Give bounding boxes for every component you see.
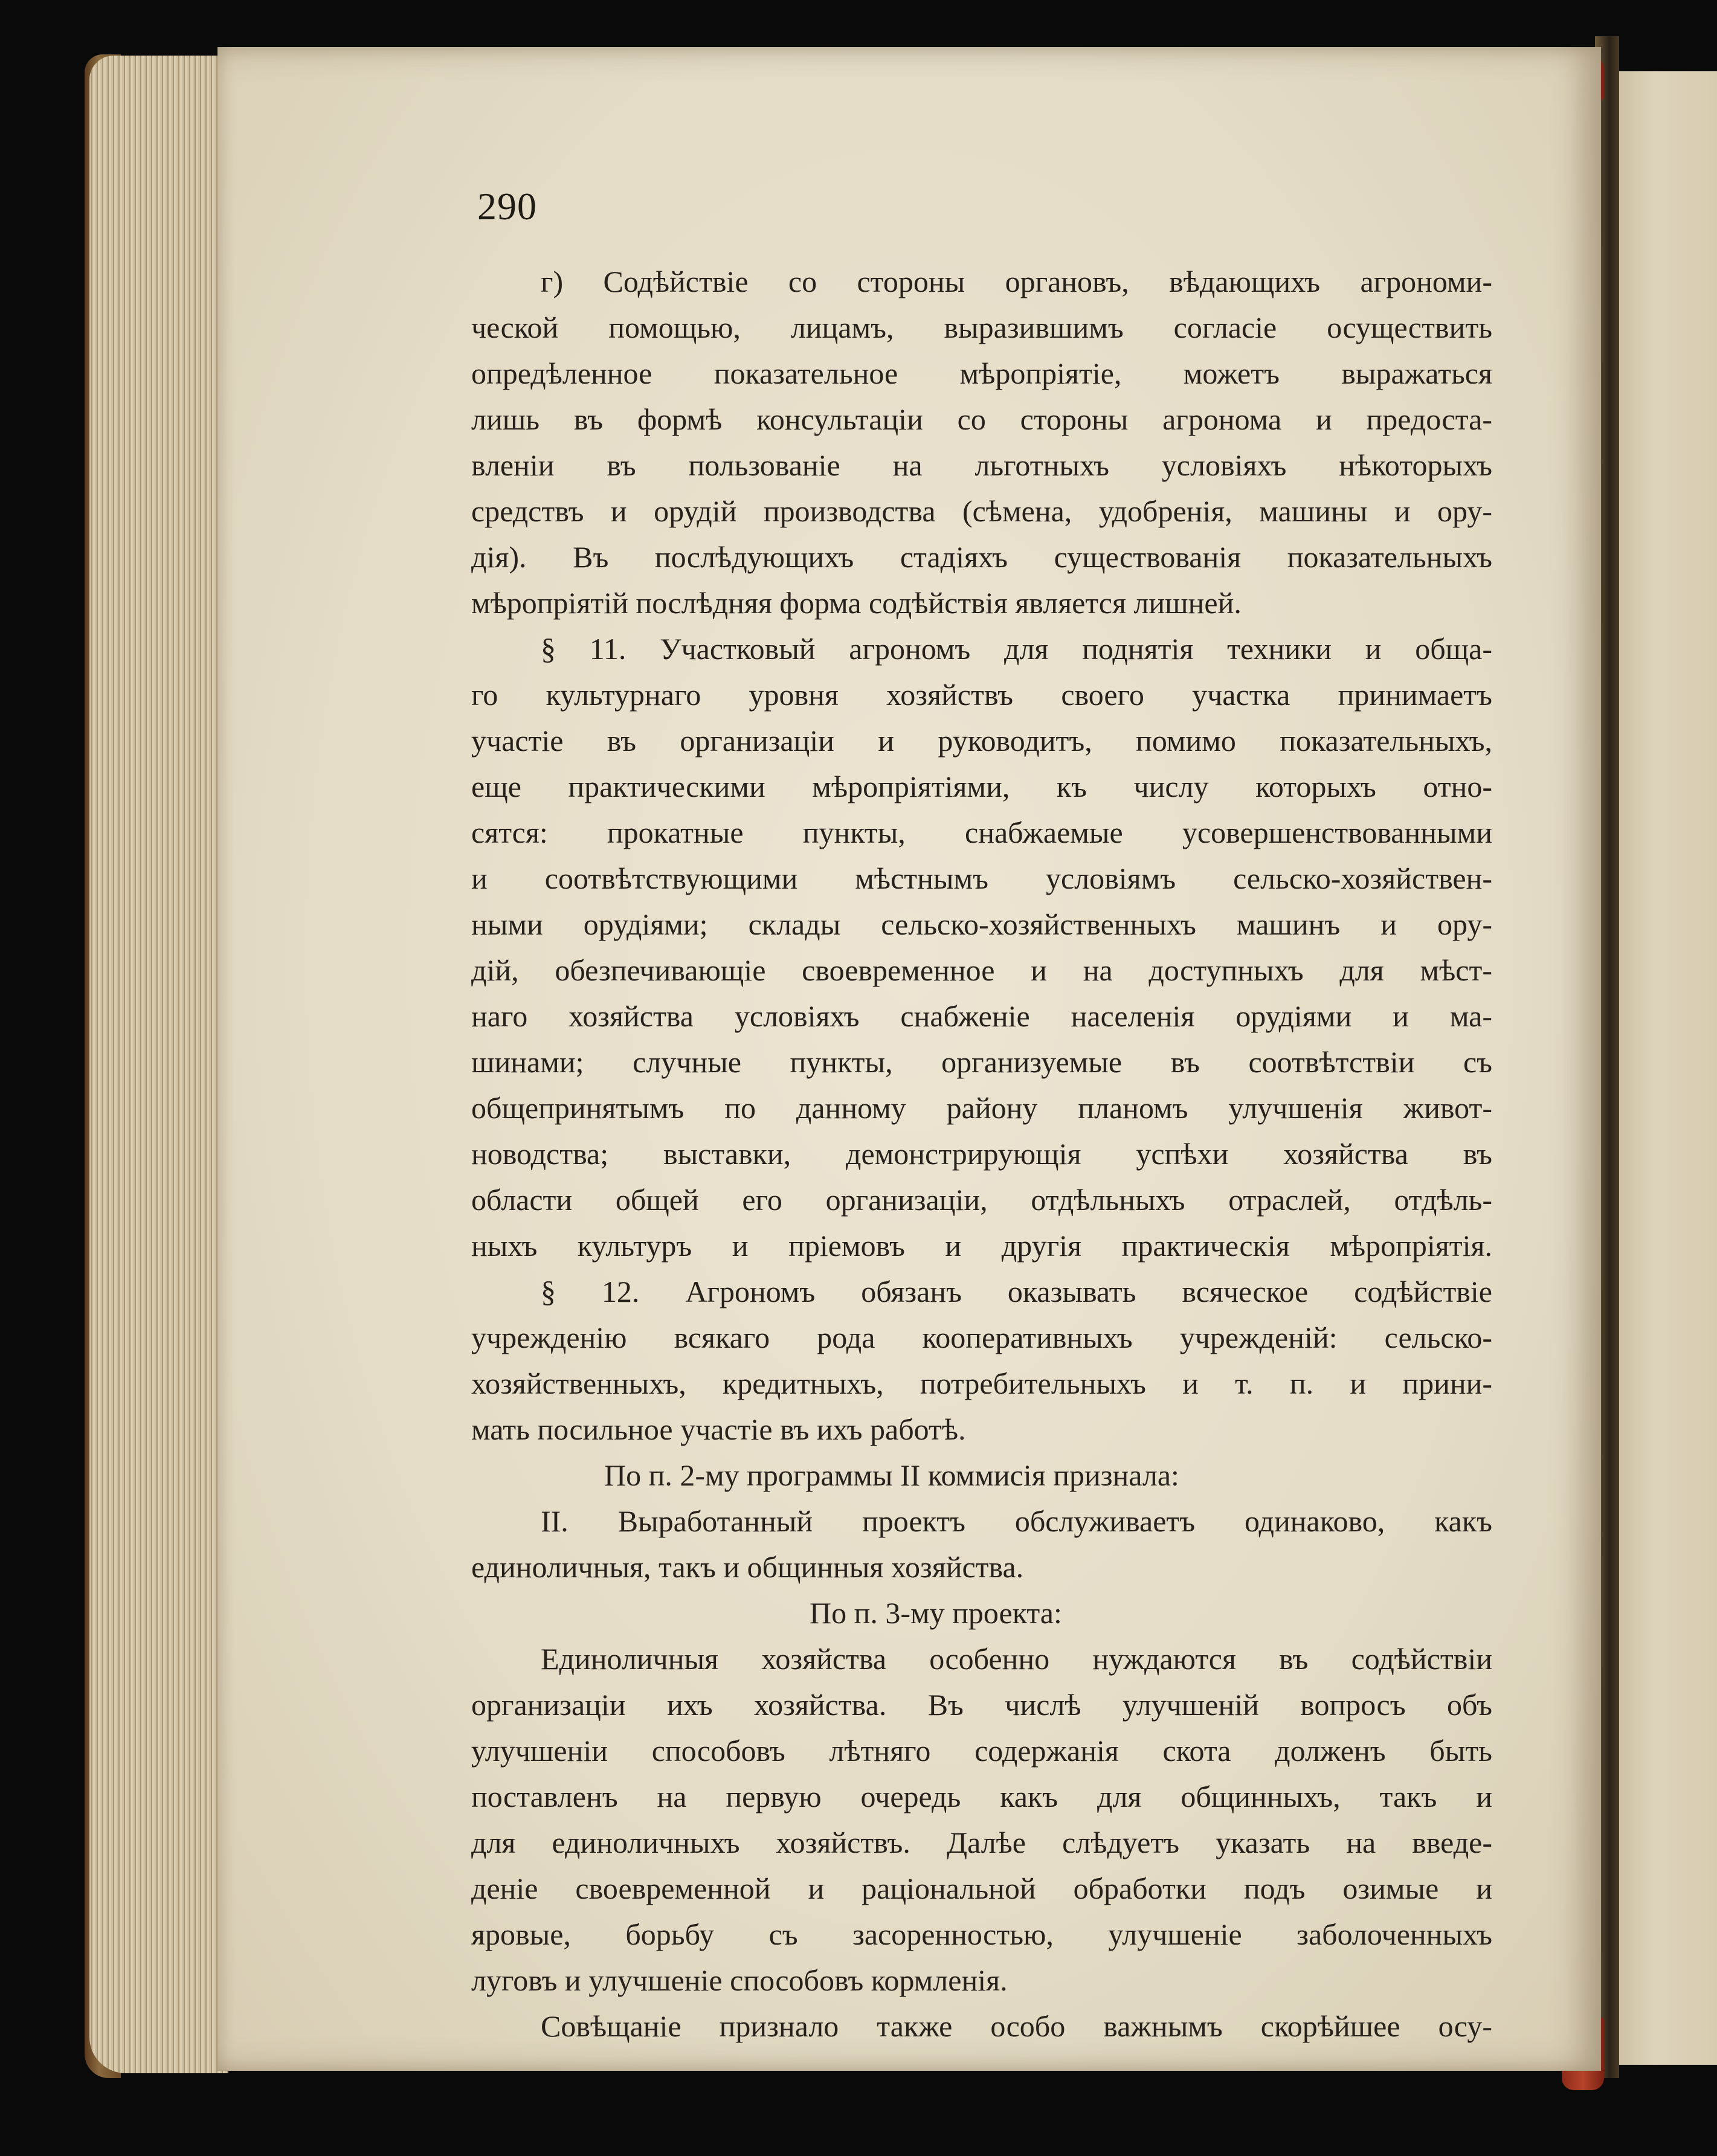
text-line: § 12. Агрономъ обязанъ оказывать всяческое содѣйствіе [541,1275,1492,1308]
text-line: для единоличныхъ хозяйствъ. Далѣе слѣдуетъ указать на введе- [471,1826,1492,1859]
text-line: Единоличныя хозяйства особенно нуждаются въ содѣйствіи [541,1642,1492,1676]
text-line: II. Выработанный проектъ обслуживаетъ одинаково, какъ [541,1504,1492,1538]
text-line: области общей его организаціи, отдѣльныхъ отраслей, отдѣль- [471,1183,1492,1217]
text-line: ными орудіями; склады сельско-хозяйственныхъ машинъ и ору- [471,907,1492,941]
facing-page [1613,71,1717,2065]
text-line: общепринятымъ по данному району планомъ улучшенія живот- [471,1091,1492,1125]
text-line: По п. 2-му программы II коммисія признала: [604,1458,1179,1492]
text-line: наго хозяйства условіяхъ снабженіе населенія орудіями и ма- [471,999,1492,1033]
text-line: единоличныя, такъ и общинныя хозяйства. [471,1550,1024,1584]
text-line: новодства; выставки, демонстрирующія успѣхи хозяйства въ [471,1137,1492,1171]
text-line: дій, обезпечивающіе своевременное и на доступныхъ для мѣст- [471,953,1492,987]
text-line: и соотвѣтствующими мѣстнымъ условіямъ сельско-хозяйствен- [471,861,1492,895]
text-line: г) Содѣйствіе со стороны органовъ, вѣдающихъ агрономи- [541,265,1492,298]
text-line: Совѣщаніе признало также особо важнымъ скорѣйшее осу- [541,2009,1492,2043]
text-line: § 11. Участковый агрономъ для поднятія техники и обща- [541,632,1492,666]
text-line: поставленъ на первую очередь какъ для общинныхъ, такъ и [471,1780,1492,1813]
text-line: ныхъ культуръ и пріемовъ и другія практическія мѣропріятія. [471,1229,1492,1263]
text-line: По п. 3-му проекта: [810,1596,1062,1630]
text-line: вленіи въ пользованіе на льготныхъ условіяхъ нѣкоторыхъ [471,448,1492,482]
text-line: организаціи ихъ хозяйства. Въ числѣ улучшеній вопросъ объ [471,1688,1492,1722]
text-line: хозяйственныхъ, кредитныхъ, потребительныхъ и т. п. и прини- [471,1366,1492,1400]
page-number: 290 [477,185,537,228]
text-line: дія). Въ послѣдующихъ стадіяхъ существованія показательныхъ [471,540,1492,574]
text-line: еще практическими мѣропріятіями, къ числу которыхъ отно- [471,770,1492,803]
page-stack-edge [89,56,228,2073]
text-line: опредѣленное показательное мѣропріятіе, можетъ выражаться [471,356,1492,390]
page-text [471,259,1492,2049]
text-line: учрежденію всякаго рода кооперативныхъ учрежденій: сельско- [471,1321,1492,1354]
text-line: деніе своевременной и раціональной обработки подъ озимые и [471,1871,1492,1905]
text-line: улучшеніи способовъ лѣтняго содержанія скота долженъ быть [471,1734,1492,1768]
text-line: мать посильное участіе въ ихъ работѣ. [471,1412,966,1446]
text-line: луговъ и улучшеніе способовъ кормленія. [471,1963,1008,1997]
text-line: средствъ и орудій производства (сѣмена, удобренія, машины и ору- [471,494,1492,528]
text-line: го культурнаго уровня хозяйствъ своего участка принимаетъ [471,678,1492,712]
text-line: лишь въ формѣ консультаціи со стороны агронома и предоста- [471,402,1492,436]
text-line: ческой помощью, лицамъ, выразившимъ согласіе осуществить [471,311,1492,344]
text-line: мѣропріятій послѣдняя форма содѣйствія является лишней. [471,586,1242,620]
text-line: шинами; случные пункты, организуемые въ соотвѣтствіи съ [471,1045,1492,1079]
text-line: сятся: прокатные пункты, снабжаемые усовершенствованными [471,816,1492,849]
text-line: участіе въ организаціи и руководитъ, помимо показательныхъ, [471,724,1492,758]
text-line: яровые, борьбу съ засоренностью, улучшеніе заболоченныхъ [471,1917,1492,1951]
